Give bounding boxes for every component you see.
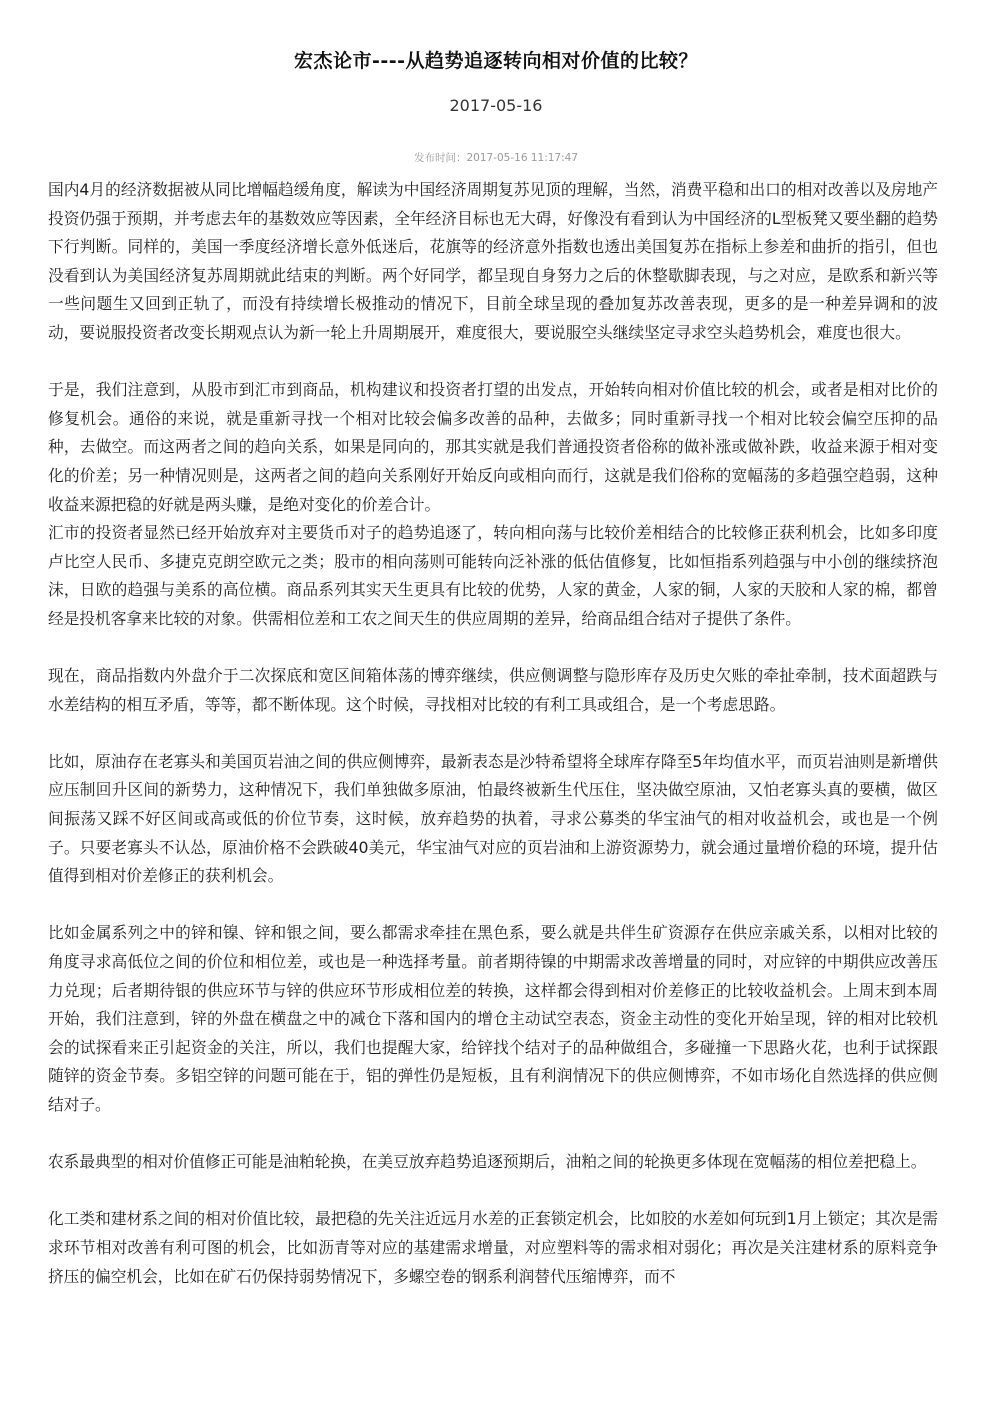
article-title: 宏杰论市----从趋势追逐转向相对价值的比较？ bbox=[293, 50, 699, 72]
paragraph: 化工类和建材系之间的相对价值比较，最把稳的先关注近远月水差的正套锁定机会，比如胶的水差如何玩到1月上锁定；其次是需求环节相对改善有利可图的机会，比如沥青等对应的基建需求增量，对应塑料等的需求相对弱化；再次是关注建材系的原料竞争挤压的偏空机会，比如在矿石仍保持弱势情况下，多螺空卷的钢系利润替代压缩博弈，而不 bbox=[48, 1209, 938, 1286]
paragraph: 国内4月的经济数据被从同比增幅趋缓角度，解读为中国经济周期复苏见顶的理解，当然，消费平稳和出口的相对改善以及房地产投资仍强于预期，并考虑去年的基数效应等因素，全年经济目标也无大碍，好像没有看到认为中国经济的L型板凳又要坐翻的趋势下行判断。同样的，美国一季度经济增长意外低迷后，花旗等的经济意外指数也透出美国复苏在指标上参差和曲折的指引，但也没看到认为美国经济复苏周期就此结束的判断。两个好同学，都呈现自身努力之后的休整歇脚表现，与之对应，是欧系和新兴等一些问题生又回到正轨了，而没有持续增长极推动的情况下，目前全球呈现的叠加复苏改善表现，更多的是一种差异调和的波动，要说服投资者改变长期观点认为新一轮上升周期展开，难度很大，要说服空头继续坚定寻求空头趋势机会，难度也很大。 bbox=[48, 180, 938, 342]
paragraph: 汇市的投资者显然已经开始放弃对主要货币对子的趋势追逐了，转向相向荡与比较价差相结合的比较修正获利机会，比如多印度卢比空人民币、多捷克克朗空欧元之类；股市的相向荡则可能转向泛补涨的低估值修复，比如恒指系列趋强与中小创的继续挤泡沫，日欧的趋强与美系的高位横。商品系列其实天生更具有比较的优势，人家的黄金，人家的铜，人家的天胶和人家的棉，都曾经是投机客拿来比较的对象。供需相位差和工农之间天生的供应周期的差异，给商品组合结对子提供了条件。 bbox=[48, 523, 938, 628]
publish-time: 发布时间：2017-05-16 11:17:47 bbox=[413, 152, 579, 164]
article-date: 2017-05-16 bbox=[449, 96, 543, 115]
paragraph: 比如金属系列之中的锌和镍、锌和银之间，要么都需求牵挂在黑色系，要么就是共伴生矿资源存在供应亲戚关系，以相对比较的角度寻求高低位之间的价位和相位差，或也是一种选择考量。前者期待镍的中期需求改善增量的同时，对应锌的中期供应改善压力兑现；后者期待银的供应环节与锌的供应环节形成相位差的转换，这样都会得到相对价差修正的比较收益机会。上周末到本周开始，我们注意到，锌的外盘在横盘之中的减仓下落和国内的增仓主动试空表态，资金主动性的变化开始呈现，锌的相对比较机会的试探看来正引起资金的关注，所以，我们也提醒大家，给锌找个结对子的品种做组合，多碰撞一下思路火花，也利于试探跟随锌的资金节奏。多铝空锌的问题可能在于，铝的弹性仍是短板，且有利润情况下的供应侧博弈，不如市场化自然选择的供应侧结对子。 bbox=[48, 923, 938, 1114]
article-body bbox=[48, 176, 938, 1291]
paragraph: 农系最典型的相对价值修正可能是油粕轮换，在美豆放弃趋势追逐预期后，油粕之间的轮换更多体现在宽幅荡的相位差把稳上。 bbox=[48, 1152, 927, 1172]
paragraph: 现在，商品指数内外盘介于二次探底和宽区间箱体荡的博弈继续，供应侧调整与隐形库存及历史欠账的牵扯牵制，技术面超跌与水差结构的相互矛盾，等等，都不断体现。这个时候，寻找相对比较的有利工具或组合，是一个考虑思路。 bbox=[48, 666, 938, 714]
paragraph: 比如，原油存在老寡头和美国页岩油之间的供应侧博弈，最新表态是沙特希望将全球库存降至5年均值水平，而页岩油则是新增供应压制回升区间的新势力，这种情况下，我们单独做多原油，怕最终被新生代压住，坚决做空原油，又怕老寡头真的要横，做区间振荡又踩不好区间或高或低的价位节奏，这时候，放弃趋势的执着，寻求公募类的华宝油气的相对收益机会，或也是一个例子。只要老寡头不认怂，原油价格不会跌破40美元，华宝油气对应的页岩油和上游资源势力，就会通过量增价稳的环境，提升估值得到相对价差修正的获利机会。 bbox=[48, 751, 938, 886]
paragraph: 于是，我们注意到，从股市到汇市到商品，机构建议和投资者打望的出发点，开始转向相对价值比较的机会，或者是相对比价的修复机会。通俗的来说，就是重新寻找一个相对比较会偏多改善的品种，去做多；同时重新寻找一个相对比较会偏空压抑的品种，去做空。而这两者之间的趋向关系，如果是同向的，那其实就是我们普通投资者俗称的做补涨或做补跌，收益来源于相对变化的价差；另一种情况则是，这两者之间的趋向关系刚好开始反向或相向而行，这就是我们俗称的宽幅荡的多趋强空趋弱，这种收益来源把稳的好就是两头赚，是绝对变化的价差合计。 bbox=[48, 380, 938, 514]
